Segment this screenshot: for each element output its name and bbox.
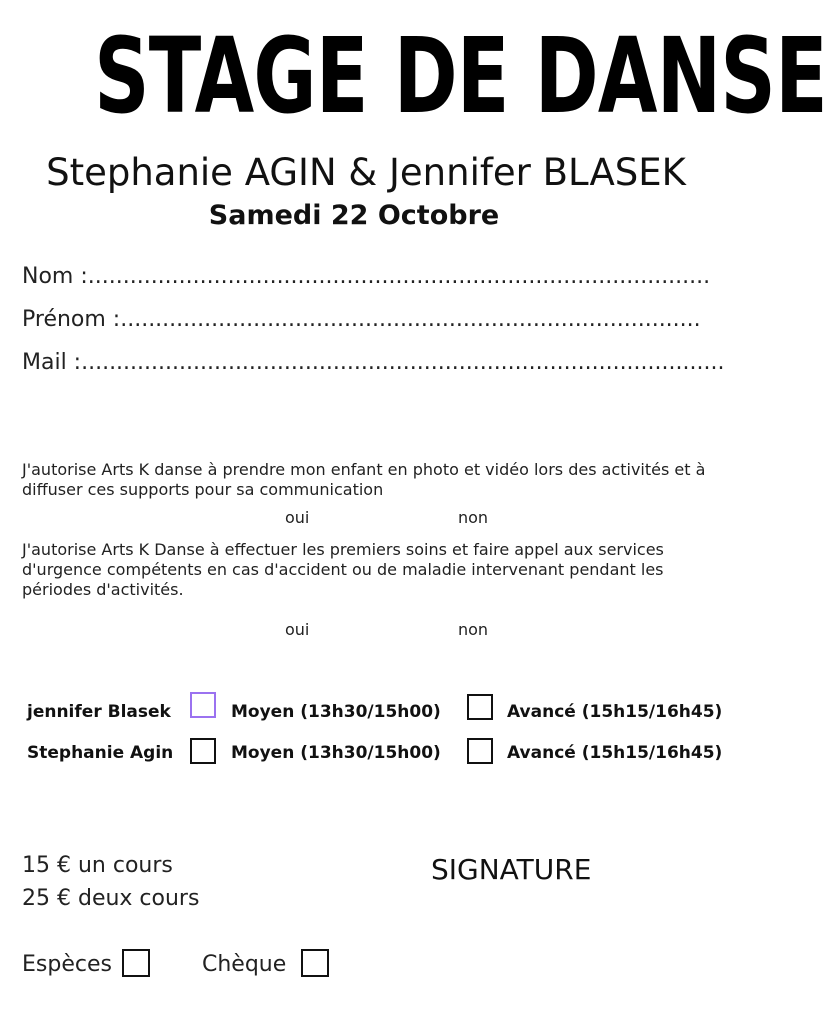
- course-option-stephanie-moyen: Moyen (13h30/15h00): [231, 743, 441, 763]
- payment-cash-label: Espèces: [22, 952, 112, 977]
- signature-label: SIGNATURE: [431, 853, 592, 886]
- teachers-subtitle: Stephanie AGIN & Jennifer BLASEK: [46, 151, 686, 194]
- nom-field[interactable]: Nom :.........................................................................................: [22, 264, 711, 289]
- photo-yes-option[interactable]: oui: [285, 508, 310, 527]
- photo-authorization-text: J'autorise Arts K danse à prendre mon enfant en photo et vidéo lors des activités et à diffuser ces supports pour sa communication: [22, 460, 706, 499]
- checkbox-stephanie-moyen[interactable]: [190, 738, 216, 764]
- course-option-stephanie-avance: Avancé (15h15/16h45): [507, 743, 723, 763]
- checkbox-jennifer-avance[interactable]: [467, 694, 493, 720]
- medical-yes-option[interactable]: oui: [285, 620, 310, 639]
- page-title: STAGE DE DANSE: [94, 15, 827, 137]
- teacher-label-jennifer: jennifer Blasek: [27, 702, 171, 722]
- price-two-courses: 25 € deux cours: [22, 886, 200, 911]
- checkbox-check[interactable]: [301, 949, 329, 977]
- mail-field[interactable]: Mail :............................................................................................: [22, 350, 725, 375]
- prenom-field[interactable]: Prénom :...................................................................................: [22, 307, 701, 332]
- teacher-label-stephanie: Stephanie Agin: [27, 743, 174, 763]
- medical-no-option[interactable]: non: [458, 620, 489, 639]
- checkbox-cash[interactable]: [122, 949, 150, 977]
- price-one-course: 15 € un cours: [22, 853, 173, 878]
- payment-check-label: Chèque: [202, 952, 287, 977]
- event-date: Samedi 22 Octobre: [208, 200, 500, 231]
- photo-no-option[interactable]: non: [458, 508, 489, 527]
- course-option-jennifer-moyen: Moyen (13h30/15h00): [231, 702, 441, 722]
- medical-authorization-text: J'autorise Arts K Danse à effectuer les premiers soins et faire appel aux services d'urgence compétents en cas d'accident ou de maladie intervenant pendant les périodes d'activités.: [22, 540, 664, 599]
- course-option-jennifer-avance: Avancé (15h15/16h45): [507, 702, 723, 722]
- checkbox-jennifer-moyen[interactable]: [190, 692, 216, 718]
- checkbox-stephanie-avance[interactable]: [467, 738, 493, 764]
